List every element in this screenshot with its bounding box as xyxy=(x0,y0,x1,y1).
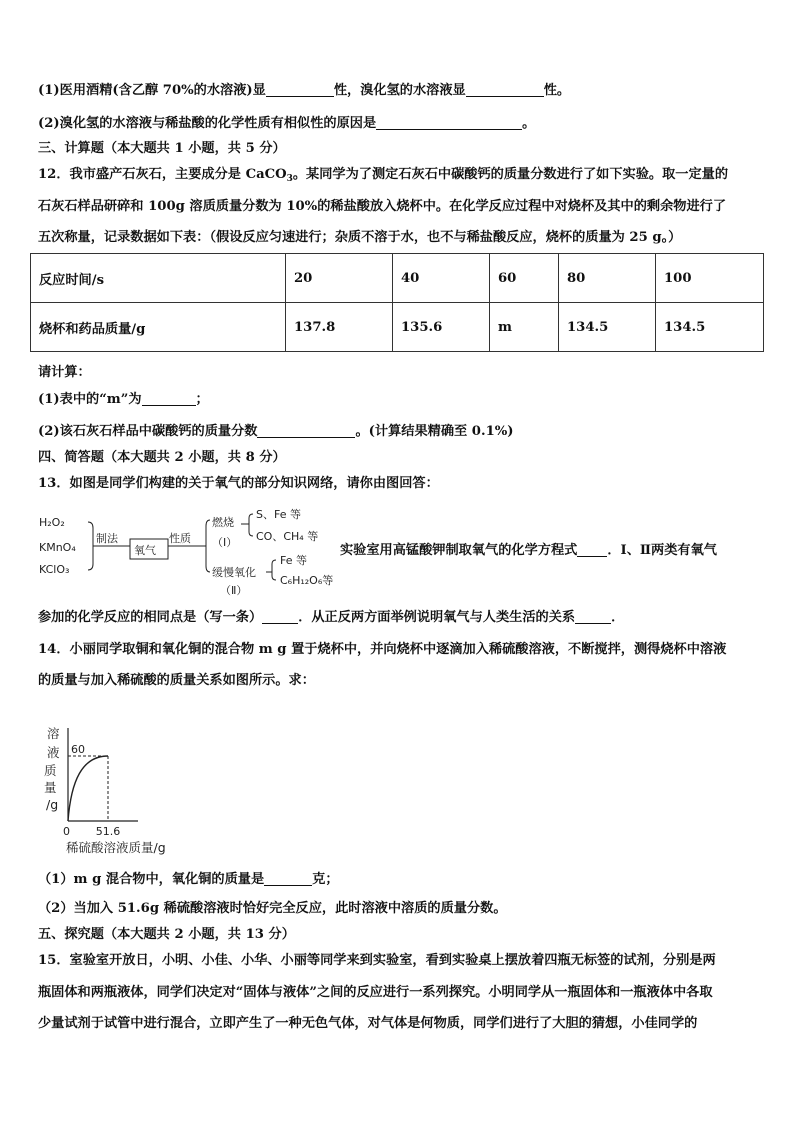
answer-blank[interactable] xyxy=(577,542,607,557)
section-3-heading: 三、计算题（本大题共 1 小题，共 5 分） xyxy=(38,141,286,156)
make-label: 制法 xyxy=(96,532,118,545)
answer-blank[interactable] xyxy=(257,423,355,438)
q14-sub2: （2）当加入 51.6g 稀硫酸溶液时恰好完全反应，此时溶液中溶质的质量分数。 xyxy=(38,901,507,916)
y-label-char: 质 xyxy=(44,763,57,778)
q14-line1: 14．小丽同学取铜和氧化铜的混合物 m g 置于烧杯中，并向烧杯中逐滴加入稀硫酸溶液，不断搅拌，测得烧杯中溶液 xyxy=(38,642,727,657)
y-label-char: 溶 xyxy=(47,726,60,741)
slow-roman: （Ⅱ） xyxy=(220,584,248,597)
answer-blank[interactable] xyxy=(266,82,334,97)
table-cell: 40 xyxy=(393,254,490,303)
answer-blank[interactable] xyxy=(264,871,312,886)
answer-blank[interactable] xyxy=(262,609,298,624)
reactant-kmno4: KMnO₄ xyxy=(39,541,76,554)
data-table xyxy=(30,253,764,352)
property-label: 性质 xyxy=(169,532,191,545)
table-cell: 137.8 xyxy=(286,303,393,352)
table-cell: 100 xyxy=(656,254,764,303)
reactant-h2o2: H₂O₂ xyxy=(39,516,65,529)
table-cell: 60 xyxy=(490,254,559,303)
q14-line2: 的质量与加入稀硫酸的质量关系如图所示。求： xyxy=(38,673,315,688)
q13-right-text: 实验室用高锰酸钾制取氧气的化学方程式 ．Ⅰ、Ⅱ两类有氧气 xyxy=(340,543,717,558)
q11-part2: (2)溴化氢的水溶液与稀盐酸的化学性质有相似性的原因是 。 xyxy=(38,116,536,131)
q15-line1: 15．室验室开放日，小明、小佳、小华、小丽等同学来到实验室，看到实验桌上摆放着四瓶无标签的试剂，分别是两 xyxy=(38,953,716,968)
x-axis-label: 稀硫酸溶液质量/g xyxy=(66,840,166,855)
table-row xyxy=(31,254,764,303)
q12-line1: 12．我市盛产石灰石，主要成分是 CaCO$_3$。某同学为了测定石灰石中碳酸钙的质量分数进行了如下实验。取一定量的 xyxy=(38,167,729,184)
slow-item-1: Fe 等 xyxy=(280,554,307,567)
q15-line2: 瓶固体和两瓶液体，同学们决定对“固体与液体”之间的反应进行一系列探究。小明同学从一瓶固体和一瓶液体中各取 xyxy=(38,985,713,1000)
q12-sub1: (1)表中的“m”为 ； xyxy=(38,392,209,407)
table-cell: 20 xyxy=(286,254,393,303)
y-label-char: /g xyxy=(46,797,59,812)
answer-blank[interactable] xyxy=(142,391,196,406)
table-row xyxy=(31,303,764,352)
table-cell: 134.5 xyxy=(656,303,764,352)
burn-roman: （Ⅰ） xyxy=(212,536,238,549)
y-label-char: 量 xyxy=(44,780,57,795)
slow-label: 缓慢氧化 xyxy=(212,566,256,579)
slow-item-2: C₆H₁₂O₆等 xyxy=(280,574,334,587)
burn-item-2: CO、CH₄ 等 xyxy=(256,530,319,543)
answer-blank[interactable] xyxy=(376,115,522,130)
q12-line2: 石灰石样品研碎和 100g 溶质质量分数为 10%的稀盐酸放入烧杯中。在化学反应过程中对烧杯及其中的剩余物进行了 xyxy=(38,199,727,214)
answer-blank[interactable] xyxy=(466,82,544,97)
reactant-kclo3: KClO₃ xyxy=(39,563,70,576)
table-cell: 80 xyxy=(559,254,656,303)
q12-sub2: (2)该石灰石样品中碳酸钙的质量分数 。(计算结果精确至 0.1%) xyxy=(38,424,514,439)
answer-blank[interactable] xyxy=(575,609,611,624)
table-cell: 烧杯和药品质量/g xyxy=(31,303,286,352)
center-oxygen: 氧气 xyxy=(134,544,156,557)
y-tick-label: 60 xyxy=(71,743,85,756)
q11-part1: (1)医用酒精(含乙醇 70%的水溶液)显 性，溴化氢的水溶液显 性。 xyxy=(38,83,571,98)
solution-mass-chart xyxy=(38,718,198,860)
section-4-heading: 四、简答题（本大题共 2 小题，共 8 分） xyxy=(38,450,286,465)
x-tick-label: 51.6 xyxy=(95,825,121,838)
q14-sub1: （1）m g 混合物中，氧化铜的质量是 克； xyxy=(38,872,339,887)
table-cell: m xyxy=(490,303,559,352)
table-cell: 反应时间/s xyxy=(31,254,286,303)
burn-item-1: S、Fe 等 xyxy=(256,508,301,521)
table-cell: 134.5 xyxy=(559,303,656,352)
q12-line3: 五次称量，记录数据如下表：（假设反应匀速进行；杂质不溶于水，也不与稀盐酸反应，烧杯的质量为 25 g。） xyxy=(38,230,682,245)
q13-text: 13．如图是同学们构建的关于氧气的部分知识网络，请你由图回答： xyxy=(38,476,439,491)
data-series-line xyxy=(68,756,108,821)
burn-label: 燃烧 xyxy=(212,516,234,529)
table-cell: 135.6 xyxy=(393,303,490,352)
section-5-heading: 五、探究题（本大题共 2 小题，共 13 分） xyxy=(38,927,295,942)
x-tick-label: 0 xyxy=(63,825,70,838)
q13-line2: 参加的化学反应的相同点是（写一条） ．从正反两方面举例说明氧气与人类生活的关系 ． xyxy=(38,610,625,625)
y-label-char: 液 xyxy=(47,745,60,760)
oxygen-network-diagram xyxy=(36,504,348,600)
please-calc: 请计算： xyxy=(38,365,91,380)
q15-line3: 少量试剂于试管中进行混合，立即产生了一种无色气体，对气体是何物质，同学们进行了大胆的猜想，小佳同学的 xyxy=(38,1016,698,1031)
